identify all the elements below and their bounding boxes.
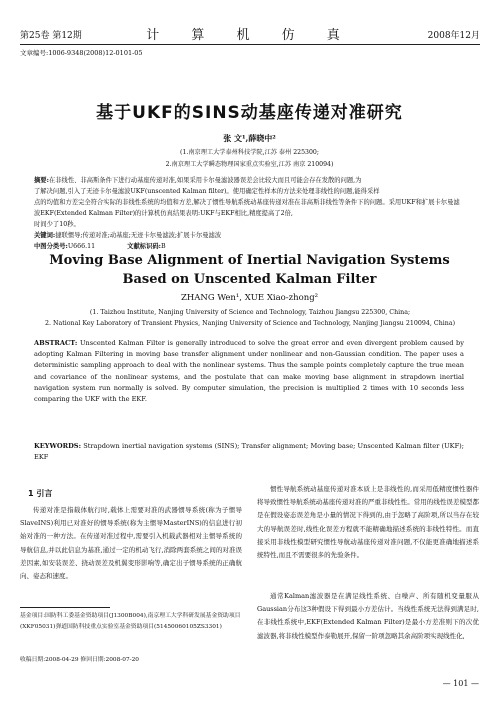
affiliation-en-2: 2. National Key Laboratory of Transient Physics, Nanjing University of Science and Technology, Nanjing Jiangsu 210094, China) <box>44 320 456 327</box>
intro-paragraph-right-1: 惯性导航系统动基座传递对准本质上是非线性的,而采用低精度惯性器件将导致惯性导航系统动基座传递对准的严重非线性性。常用的线性误差模型都是在假设姿态误差角是小量的情况下得到的,由于忽略了高阶项,所以当存在较大的导航误差时,线性化误差方程就不能精确地描述系统的非线性特性。而直接采用非线性模型研究惯性导航动基座传递对准问题,不仅能更准确地描述系统特性,而且不需要很多的先验条件。 <box>257 485 479 560</box>
keywords-english <box>34 441 464 463</box>
authors-english: ZHANG Wen¹, XUE Xiao-zhong² <box>180 293 319 303</box>
header-rule <box>20 44 480 45</box>
title-english-line-2: Based on Unscented Kalman Filter <box>122 272 377 287</box>
class-cn-label: 中图分类号: <box>34 243 68 250</box>
page-number: — 101 — <box>442 679 479 688</box>
doc-code-value: B <box>160 243 166 250</box>
intro-paragraph-left: 传递对准是指载体航行时,载体上需要对准的武器惯导系统(称为子惯导SlaveINS)利用已对准好的惯导系统(称为主惯导MasterINS)的信息进行初始对准的一种方法。在传递对准过程中,需要引入机载武器相对主惯导系统的导航信息,并以此信息为基准,通过一定的机动飞行,消除两套系统之间的对准误差因素,如安装误差、挠动误差及机翼变形影响等,确定出子惯导系统的正确航向、姿态和速度。 <box>20 506 242 581</box>
funding-note: 基金项目:国防科工委基金资助项目(J1300B004),南京理工大学科研发展基金资助项目(XKF05031)弹道国防科技重点实验室基金资助项目(51450060105ZS3301) <box>20 613 241 630</box>
abstract-english <box>34 338 464 405</box>
journal-issue: 第25卷 第12期 <box>20 31 82 41</box>
abstract-cn-line: 在非线性、非高斯条件下进行动基座传递对准,如果采用卡尔曼滤波器误差会比较大而且可能会存在发散的问题,为 <box>48 177 362 184</box>
footnote-rule <box>20 607 110 608</box>
abstract-cn-label: 摘要: <box>34 177 49 184</box>
abstract-en-text: Unscented Kalman Filter is generally introduced to solve the great error and even divergent problem caused by adopting Kalman Filtering in moving base transfer alignment under nonlinear and non-Gaussian condition. The paper uses a deterministic sampling approach to deal with the nonlinear systems. Thus the sample points completely capture the true mean and covariance of the nonlinear systems, and the postulate that can make moving base alignment in strapdown inertial navigation system run normally is solved. By computer simulation, the precision is multiplied 2 times with 10 seconds less comparing the UKF with the EKF. <box>34 339 465 404</box>
doc-code-label: 文献标识码: <box>127 243 161 250</box>
section-heading-introduction: 1 引言 <box>28 489 53 498</box>
keywords-cn-label: 关键词: <box>34 232 56 239</box>
affiliation-cn-2: 2.南京理工大学瞬态物理国家重点实验室,江苏 南京 210094) <box>165 161 334 168</box>
article-number: 文章编号:1006-9348(2008)12-0101-05 <box>20 49 143 57</box>
intro-paragraph-right-2: 通常Kalman滤波器是在满足线性系统、白噪声、所有随机变量服从Gaussian分布这3种假设下得到最小方差估计。当线性系统无法得到满足时,在非线性系统中,EKF(Extended Kalman Filter)是最小方差准则下的次优滤波器,将非线性模型作泰勒展开,保留一阶项忽略其余高阶项实现线性化, <box>257 592 479 640</box>
title-english-line-1: Moving Base Alignment of Inertial Navigation Systems <box>49 253 450 268</box>
class-cn-value: U666.11 <box>67 243 96 250</box>
keywords-en-label: KEYWORDS: <box>34 442 82 450</box>
abstract-cn-line: 时间少了10秒。 <box>34 221 80 228</box>
abstract-cn-line: 了解决问题,引入了无迹卡尔曼滤波UKF(unscented Kalman filter)。使用确定性样本的方法来处理非线性的问题,能得采样 <box>34 188 380 195</box>
abstract-en-label: ABSTRACT: <box>34 339 78 347</box>
abstract-chinese <box>34 175 464 252</box>
keywords-en-text: Strapdown inertial navigation systems (SINS); Transfer alignment; Moving base; Unscented Kalman filter (UKF); EKF <box>34 442 464 462</box>
journal-name: 计 算 机 仿 真 <box>146 28 354 43</box>
affiliation-en-1: (1. Taizhou Institute, Nanjing University of Science and Technology, Taizhou Jiangsu 225300, China; <box>89 309 411 316</box>
title-chinese: 基于UKF的SINS动基座传递对准研究 <box>96 103 403 123</box>
issue-date: 2008年12月 <box>427 31 480 41</box>
abstract-cn-line: 点的均值和方差完全符合实际的非线性系统的均值和方差,解决了惯性导航系统动基座传递对准在非高斯非线性等条件下的问题。采用UKF和扩展卡尔曼滤波EKF(Extended Kalman Filter)的计算机仿真结果表明:UKF与EKF相比,精度提高了2倍, <box>34 199 460 217</box>
received-dates: 收稿日期:2008-04-29 修回日期:2008-07-20 <box>20 657 139 663</box>
affiliation-cn-1: (1.南京理工大学泰州科技学院,江苏 泰州 225300; <box>180 149 319 156</box>
authors-chinese: 张 文¹,薛晓中² <box>223 133 276 143</box>
keywords-cn: 捷联惯导;传递对准;动基座;无迹卡尔曼滤波;扩展卡尔曼滤波 <box>55 232 222 239</box>
